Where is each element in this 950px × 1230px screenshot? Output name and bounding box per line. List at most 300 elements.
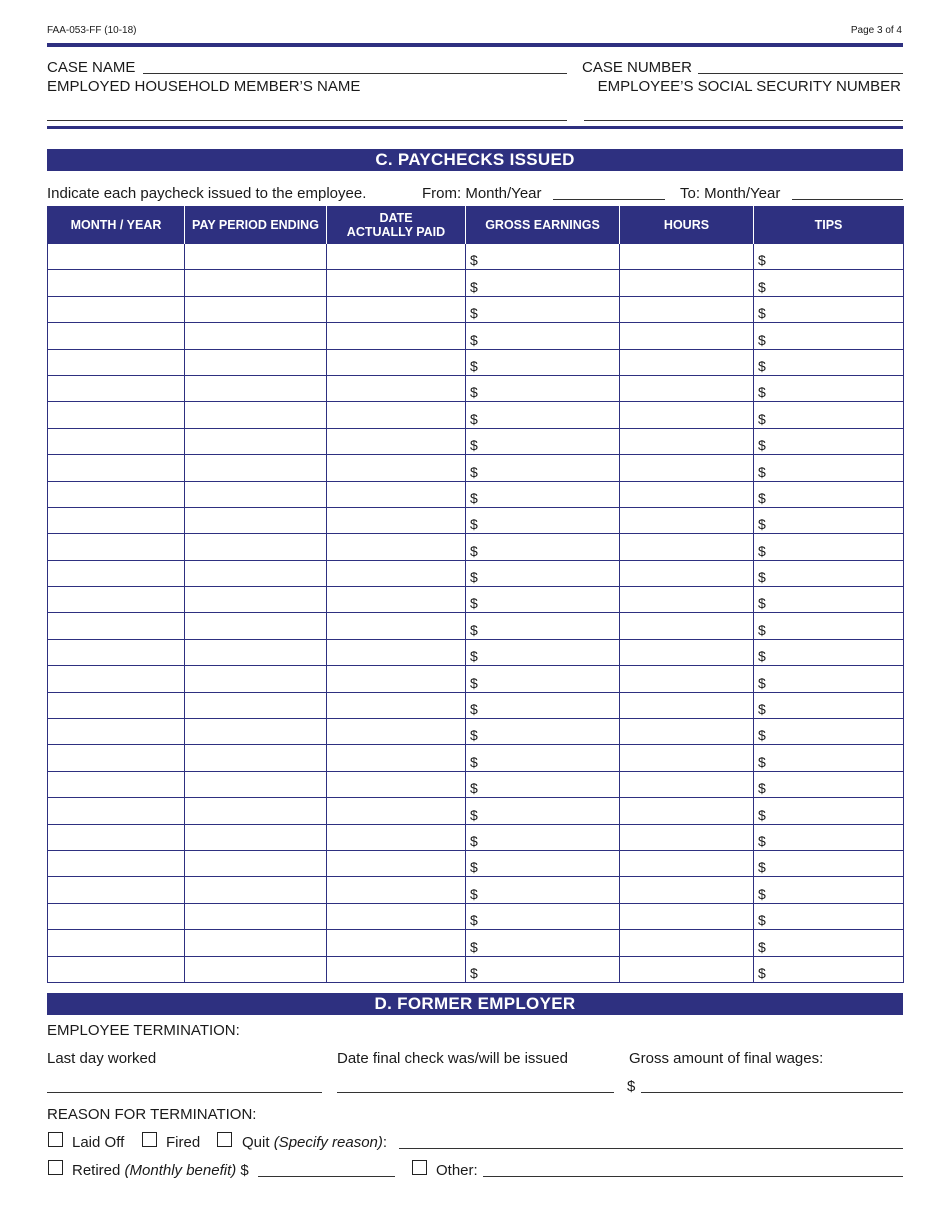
- pay-period-ending-cell[interactable]: [185, 270, 327, 296]
- date-paid-cell[interactable]: [327, 930, 466, 956]
- ssn-label: EMPLOYEE’S SOCIAL SECURITY NUMBER: [597, 78, 901, 95]
- tips-cell[interactable]: [754, 930, 904, 956]
- hours-cell[interactable]: [620, 587, 754, 613]
- column-month-year: MONTH / YEAR: [48, 206, 185, 244]
- date-paid-cell[interactable]: [327, 534, 466, 560]
- gross-earnings-cell[interactable]: [466, 402, 620, 428]
- pay-period-ending-cell[interactable]: [185, 692, 327, 718]
- gross-earnings-cell[interactable]: [466, 349, 620, 375]
- date-paid-cell[interactable]: [327, 375, 466, 401]
- pay-period-ending-cell[interactable]: [185, 323, 327, 349]
- currency-symbol: $: [758, 674, 766, 691]
- currency-symbol: $: [758, 701, 766, 718]
- hours-cell[interactable]: [620, 771, 754, 797]
- column-pay-period-ending: PAY PERIOD ENDING: [185, 206, 327, 244]
- retired-hint: (Monthly benefit): [124, 1162, 237, 1179]
- currency-symbol: $: [758, 569, 766, 586]
- date-paid-cell[interactable]: [327, 402, 466, 428]
- month-year-cell[interactable]: [48, 824, 185, 850]
- case-number-label: CASE NUMBER: [582, 59, 693, 76]
- gross-earnings-cell[interactable]: [466, 296, 620, 322]
- table-row: [48, 296, 904, 322]
- gross-earnings-cell[interactable]: [466, 375, 620, 401]
- month-year-cell[interactable]: [48, 771, 185, 797]
- currency-symbol: $: [470, 753, 478, 770]
- currency-symbol: $: [470, 674, 478, 691]
- date-paid-cell[interactable]: [327, 481, 466, 507]
- currency-symbol: $: [758, 964, 766, 981]
- currency-symbol: $: [470, 885, 478, 902]
- tips-cell[interactable]: [754, 402, 904, 428]
- table-row: [48, 877, 904, 903]
- table-row: [48, 930, 904, 956]
- pay-period-ending-cell[interactable]: [185, 956, 327, 982]
- hours-cell[interactable]: [620, 956, 754, 982]
- gross-earnings-cell[interactable]: [466, 534, 620, 560]
- date-paid-cell[interactable]: [327, 587, 466, 613]
- currency-symbol: $: [758, 753, 766, 770]
- currency-symbol: $: [758, 542, 766, 559]
- table-row: [48, 375, 904, 401]
- table-row: [48, 745, 904, 771]
- table-row: [48, 903, 904, 929]
- tips-cell[interactable]: [754, 771, 904, 797]
- month-year-cell[interactable]: [48, 481, 185, 507]
- pay-period-ending-cell[interactable]: [185, 296, 327, 322]
- table-row: [48, 771, 904, 797]
- currency-symbol: $: [758, 463, 766, 480]
- gross-earnings-cell[interactable]: [466, 481, 620, 507]
- member-name-field[interactable]: [47, 120, 567, 121]
- month-year-cell[interactable]: [48, 507, 185, 533]
- gross-earnings-cell[interactable]: [466, 507, 620, 533]
- column-gross-earnings: GROSS EARNINGS: [466, 206, 620, 244]
- section-d-title: D. FORMER EMPLOYER: [47, 993, 903, 1015]
- gross-earnings-cell[interactable]: [466, 587, 620, 613]
- currency-symbol: $: [758, 252, 766, 269]
- currency-symbol: $: [470, 489, 478, 506]
- monthly-benefit-field[interactable]: [258, 1176, 395, 1177]
- tips-cell[interactable]: [754, 639, 904, 665]
- tips-cell[interactable]: [754, 481, 904, 507]
- hours-cell[interactable]: [620, 560, 754, 586]
- termination-label: EMPLOYEE TERMINATION:: [47, 1022, 240, 1039]
- date-paid-cell[interactable]: [327, 507, 466, 533]
- table-row: [48, 244, 904, 270]
- page-number: Page 3 of 4: [850, 25, 902, 36]
- tips-cell[interactable]: [754, 745, 904, 771]
- hours-cell[interactable]: [620, 349, 754, 375]
- quit-checkbox[interactable]: [217, 1132, 232, 1147]
- gross-earnings-cell[interactable]: [466, 903, 620, 929]
- tips-cell[interactable]: [754, 375, 904, 401]
- month-year-cell[interactable]: [48, 666, 185, 692]
- month-year-cell[interactable]: [48, 375, 185, 401]
- month-year-cell[interactable]: [48, 560, 185, 586]
- currency-symbol: $: [470, 542, 478, 559]
- last-day-label: Last day worked: [47, 1050, 157, 1067]
- pay-period-ending-cell[interactable]: [185, 375, 327, 401]
- table-row: [48, 719, 904, 745]
- gross-earnings-cell[interactable]: [466, 666, 620, 692]
- month-year-cell[interactable]: [48, 930, 185, 956]
- currency-symbol: $: [470, 780, 478, 797]
- tips-cell[interactable]: [754, 850, 904, 876]
- pay-period-ending-cell[interactable]: [185, 877, 327, 903]
- month-year-cell[interactable]: [48, 428, 185, 454]
- currency-symbol: $: [470, 331, 478, 348]
- currency-symbol: $: [470, 621, 478, 638]
- tips-cell[interactable]: [754, 877, 904, 903]
- hours-cell[interactable]: [620, 244, 754, 270]
- currency-symbol: $: [758, 357, 766, 374]
- date-paid-cell[interactable]: [327, 798, 466, 824]
- pay-period-ending-cell[interactable]: [185, 244, 327, 270]
- tips-cell[interactable]: [754, 349, 904, 375]
- month-year-cell[interactable]: [48, 244, 185, 270]
- table-row: [48, 587, 904, 613]
- currency-symbol: $: [470, 384, 478, 401]
- month-year-cell[interactable]: [48, 798, 185, 824]
- table-row: [48, 850, 904, 876]
- other-checkbox[interactable]: [412, 1160, 427, 1175]
- from-label: From: Month/Year: [422, 185, 542, 202]
- table-row: [48, 349, 904, 375]
- month-year-cell[interactable]: [48, 323, 185, 349]
- currency-symbol: $: [470, 437, 478, 454]
- currency-symbol: $: [470, 516, 478, 533]
- currency-symbol: $: [470, 357, 478, 374]
- gross-earnings-cell[interactable]: [466, 613, 620, 639]
- date-paid-cell[interactable]: [327, 771, 466, 797]
- gross-earnings-cell[interactable]: [466, 824, 620, 850]
- tips-cell[interactable]: [754, 270, 904, 296]
- tips-cell[interactable]: [754, 692, 904, 718]
- gross-earnings-cell[interactable]: [466, 270, 620, 296]
- final-wages-currency: $: [627, 1078, 636, 1095]
- currency-symbol: $: [758, 305, 766, 322]
- currency-symbol: $: [758, 278, 766, 295]
- pay-period-ending-cell[interactable]: [185, 534, 327, 560]
- gross-earnings-cell[interactable]: [466, 719, 620, 745]
- currency-symbol: $: [470, 648, 478, 665]
- pay-period-ending-cell[interactable]: [185, 850, 327, 876]
- quit-colon: :: [382, 1134, 388, 1151]
- currency-symbol: $: [758, 885, 766, 902]
- month-year-cell[interactable]: [48, 349, 185, 375]
- tips-cell[interactable]: [754, 507, 904, 533]
- currency-symbol: $: [470, 938, 478, 955]
- table-row: [48, 824, 904, 850]
- pay-period-ending-cell[interactable]: [185, 903, 327, 929]
- currency-symbol: $: [758, 938, 766, 955]
- laid-off-checkbox[interactable]: [48, 1132, 63, 1147]
- tips-cell[interactable]: [754, 323, 904, 349]
- pay-period-ending-cell[interactable]: [185, 481, 327, 507]
- section-c-title: C. PAYCHECKS ISSUED: [47, 149, 903, 171]
- date-paid-cell[interactable]: [327, 745, 466, 771]
- hours-cell[interactable]: [620, 903, 754, 929]
- header-rule: [47, 43, 903, 47]
- final-check-label: Date final check was/will be issued: [337, 1050, 568, 1067]
- currency-symbol: $: [470, 964, 478, 981]
- currency-symbol: $: [758, 859, 766, 876]
- tips-cell[interactable]: [754, 560, 904, 586]
- hours-cell[interactable]: [620, 375, 754, 401]
- gross-earnings-cell[interactable]: [466, 745, 620, 771]
- hours-cell[interactable]: [620, 507, 754, 533]
- pay-period-ending-cell[interactable]: [185, 798, 327, 824]
- month-year-cell[interactable]: [48, 745, 185, 771]
- table-row: [48, 270, 904, 296]
- tips-cell[interactable]: [754, 824, 904, 850]
- hours-cell[interactable]: [620, 402, 754, 428]
- date-paid-cell[interactable]: [327, 903, 466, 929]
- month-year-cell[interactable]: [48, 613, 185, 639]
- month-year-cell[interactable]: [48, 903, 185, 929]
- table-row: [48, 402, 904, 428]
- currency-symbol: $: [758, 648, 766, 665]
- date-paid-cell[interactable]: [327, 428, 466, 454]
- table-row: [48, 507, 904, 533]
- gross-final-label: Gross amount of final wages:: [629, 1050, 824, 1067]
- quit-label-group: [242, 1134, 387, 1151]
- quit-reason-field[interactable]: [399, 1148, 903, 1149]
- date-paid-cell[interactable]: [327, 956, 466, 982]
- gross-earnings-cell[interactable]: [466, 850, 620, 876]
- date-paid-cell[interactable]: [327, 270, 466, 296]
- table-row: [48, 956, 904, 982]
- month-year-cell[interactable]: [48, 296, 185, 322]
- final-check-field[interactable]: [337, 1092, 614, 1093]
- pay-period-ending-cell[interactable]: [185, 930, 327, 956]
- column-hours: HOURS: [620, 206, 754, 244]
- last-day-field[interactable]: [47, 1092, 322, 1093]
- pay-period-ending-cell[interactable]: [185, 666, 327, 692]
- retired-label: Retired: [72, 1162, 121, 1179]
- gross-earnings-cell[interactable]: [466, 455, 620, 481]
- pay-period-ending-cell[interactable]: [185, 587, 327, 613]
- currency-symbol: $: [758, 595, 766, 612]
- currency-symbol: $: [470, 278, 478, 295]
- tips-cell[interactable]: [754, 428, 904, 454]
- table-row: [48, 534, 904, 560]
- gross-earnings-cell[interactable]: [466, 244, 620, 270]
- retired-checkbox[interactable]: [48, 1160, 63, 1175]
- date-paid-cell[interactable]: [327, 455, 466, 481]
- currency-symbol: $: [758, 410, 766, 427]
- hours-cell[interactable]: [620, 296, 754, 322]
- hours-cell[interactable]: [620, 824, 754, 850]
- hours-cell[interactable]: [620, 692, 754, 718]
- tips-cell[interactable]: [754, 587, 904, 613]
- tips-cell[interactable]: [754, 296, 904, 322]
- pay-period-ending-cell[interactable]: [185, 745, 327, 771]
- month-year-cell[interactable]: [48, 692, 185, 718]
- hours-cell[interactable]: [620, 798, 754, 824]
- date-paid-cell[interactable]: [327, 323, 466, 349]
- fired-label: Fired: [166, 1134, 201, 1151]
- pay-period-ending-cell[interactable]: [185, 639, 327, 665]
- tips-cell[interactable]: [754, 956, 904, 982]
- other-label: Other:: [436, 1162, 478, 1179]
- case-rule: [47, 126, 903, 129]
- hours-cell[interactable]: [620, 719, 754, 745]
- date-paid-cell[interactable]: [327, 850, 466, 876]
- currency-symbol: $: [470, 806, 478, 823]
- tips-cell[interactable]: [754, 798, 904, 824]
- month-year-cell[interactable]: [48, 587, 185, 613]
- table-row: [48, 455, 904, 481]
- currency-symbol: $: [758, 384, 766, 401]
- hours-cell[interactable]: [620, 323, 754, 349]
- date-paid-cell[interactable]: [327, 639, 466, 665]
- ssn-field[interactable]: [584, 120, 903, 121]
- hours-cell[interactable]: [620, 534, 754, 560]
- date-paid-cell[interactable]: [327, 560, 466, 586]
- hours-cell[interactable]: [620, 745, 754, 771]
- gross-earnings-cell[interactable]: [466, 560, 620, 586]
- case-name-label: CASE NAME: [47, 59, 136, 76]
- table-row: [48, 639, 904, 665]
- month-year-cell[interactable]: [48, 877, 185, 903]
- month-year-cell[interactable]: [48, 956, 185, 982]
- currency-symbol: $: [758, 621, 766, 638]
- currency-symbol: $: [470, 463, 478, 480]
- pay-period-ending-cell[interactable]: [185, 824, 327, 850]
- tips-cell[interactable]: [754, 613, 904, 639]
- quit-hint: (Specify reason): [273, 1134, 383, 1151]
- to-field[interactable]: [792, 199, 903, 200]
- pay-period-ending-cell[interactable]: [185, 771, 327, 797]
- hours-cell[interactable]: [620, 877, 754, 903]
- pay-period-ending-cell[interactable]: [185, 719, 327, 745]
- month-year-cell[interactable]: [48, 639, 185, 665]
- hours-cell[interactable]: [620, 639, 754, 665]
- tips-cell[interactable]: [754, 719, 904, 745]
- final-wages-field[interactable]: [641, 1092, 903, 1093]
- currency-symbol: $: [470, 701, 478, 718]
- paycheck-instruction: Indicate each paycheck issued to the employee.: [47, 185, 367, 202]
- currency-symbol: $: [470, 305, 478, 322]
- laid-off-label: Laid Off: [72, 1134, 125, 1151]
- gross-earnings-cell[interactable]: [466, 639, 620, 665]
- pay-period-ending-cell[interactable]: [185, 507, 327, 533]
- retired-currency: $: [240, 1162, 249, 1179]
- hours-cell[interactable]: [620, 270, 754, 296]
- currency-symbol: $: [470, 832, 478, 849]
- reason-label: REASON FOR TERMINATION:: [47, 1106, 257, 1123]
- currency-symbol: $: [758, 780, 766, 797]
- gross-earnings-cell[interactable]: [466, 877, 620, 903]
- date-paid-cell[interactable]: [327, 719, 466, 745]
- month-year-cell[interactable]: [48, 850, 185, 876]
- tips-cell[interactable]: [754, 666, 904, 692]
- form-id: FAA-053-FF (10-18): [47, 25, 137, 36]
- month-year-cell[interactable]: [48, 455, 185, 481]
- currency-symbol: $: [470, 912, 478, 929]
- gross-earnings-cell[interactable]: [466, 428, 620, 454]
- date-paid-cell[interactable]: [327, 692, 466, 718]
- gross-earnings-cell[interactable]: [466, 956, 620, 982]
- pay-period-ending-cell[interactable]: [185, 402, 327, 428]
- column-date-actually-paid: DATE ACTUALLY PAID: [327, 206, 466, 244]
- month-year-cell[interactable]: [48, 534, 185, 560]
- month-year-cell[interactable]: [48, 270, 185, 296]
- pay-period-ending-cell[interactable]: [185, 428, 327, 454]
- hours-cell[interactable]: [620, 613, 754, 639]
- case-name-field[interactable]: [143, 73, 567, 74]
- table-row: [48, 323, 904, 349]
- pay-period-ending-cell[interactable]: [185, 455, 327, 481]
- date-paid-cell[interactable]: [327, 349, 466, 375]
- table-row: [48, 428, 904, 454]
- currency-symbol: $: [470, 569, 478, 586]
- date-paid-cell[interactable]: [327, 824, 466, 850]
- month-year-cell[interactable]: [48, 402, 185, 428]
- table-row: [48, 666, 904, 692]
- date-paid-cell[interactable]: [327, 877, 466, 903]
- table-row: [48, 798, 904, 824]
- gross-earnings-cell[interactable]: [466, 798, 620, 824]
- tips-cell[interactable]: [754, 903, 904, 929]
- case-number-field[interactable]: [698, 73, 903, 74]
- fired-checkbox[interactable]: [142, 1132, 157, 1147]
- currency-symbol: $: [758, 331, 766, 348]
- date-paid-cell[interactable]: [327, 666, 466, 692]
- date-paid-cell[interactable]: [327, 244, 466, 270]
- pay-period-ending-cell[interactable]: [185, 560, 327, 586]
- table-row: [48, 560, 904, 586]
- gross-earnings-cell[interactable]: [466, 930, 620, 956]
- currency-symbol: $: [758, 806, 766, 823]
- currency-symbol: $: [758, 489, 766, 506]
- pay-period-ending-cell[interactable]: [185, 613, 327, 639]
- currency-symbol: $: [758, 727, 766, 744]
- date-paid-cell[interactable]: [327, 296, 466, 322]
- month-year-cell[interactable]: [48, 719, 185, 745]
- other-field[interactable]: [483, 1176, 903, 1177]
- from-field[interactable]: [553, 199, 665, 200]
- tips-cell[interactable]: [754, 455, 904, 481]
- hours-cell[interactable]: [620, 481, 754, 507]
- currency-symbol: $: [470, 252, 478, 269]
- hours-cell[interactable]: [620, 428, 754, 454]
- currency-symbol: $: [470, 410, 478, 427]
- date-paid-cell[interactable]: [327, 613, 466, 639]
- gross-earnings-cell[interactable]: [466, 771, 620, 797]
- paychecks-header-row: [48, 206, 904, 244]
- to-label: To: Month/Year: [680, 185, 781, 202]
- hours-cell[interactable]: [620, 930, 754, 956]
- column-tips: TIPS: [754, 206, 904, 244]
- currency-symbol: $: [758, 437, 766, 454]
- hours-cell[interactable]: [620, 666, 754, 692]
- retired-label-group: [72, 1162, 249, 1179]
- hours-cell[interactable]: [620, 850, 754, 876]
- paychecks-table: [47, 206, 904, 983]
- gross-earnings-cell[interactable]: [466, 692, 620, 718]
- tips-cell[interactable]: [754, 534, 904, 560]
- table-row: [48, 481, 904, 507]
- tips-cell[interactable]: [754, 244, 904, 270]
- pay-period-ending-cell[interactable]: [185, 349, 327, 375]
- quit-label: Quit: [242, 1134, 270, 1151]
- gross-earnings-cell[interactable]: [466, 323, 620, 349]
- currency-symbol: $: [470, 595, 478, 612]
- currency-symbol: $: [470, 727, 478, 744]
- hours-cell[interactable]: [620, 455, 754, 481]
